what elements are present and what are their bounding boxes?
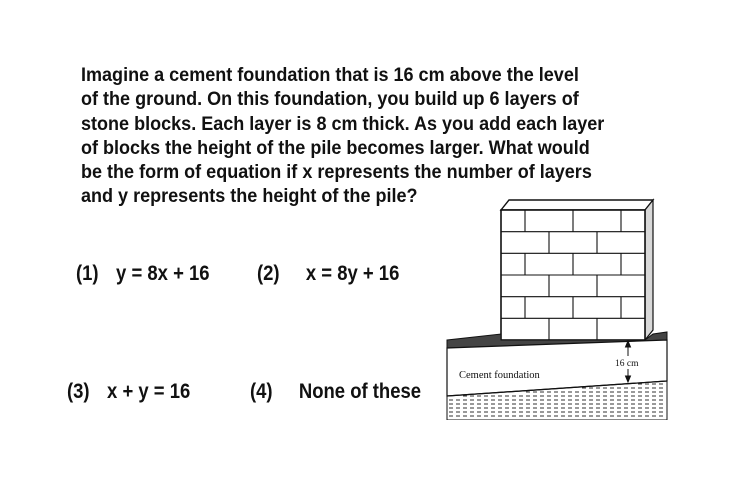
foundation-label: Cement foundation [459,370,540,381]
option-number: (2) [257,262,280,285]
option-number: (1) [76,262,99,285]
option-text: x + y = 16 [107,380,191,403]
height-label: 16 cm [615,359,639,369]
option-2[interactable] [257,262,399,286]
question-line: stone blocks. Each layer is 8 cm thick. As you add each layer [81,112,605,135]
option-4[interactable] [250,380,421,404]
question-line: of the ground. On this foundation, you build up 6 layers of [81,88,579,111]
question-line: Imagine a cement foundation that is 16 cm above the level [81,64,579,86]
question-line: and y represents the height of the pile? [81,185,418,208]
option-3[interactable] [67,380,190,404]
stack-top-face [501,200,653,210]
option-number: (4) [250,380,273,403]
option-number: (3) [67,380,90,403]
foundation-diagram [445,198,675,420]
option-1[interactable] [76,262,210,286]
question-line: of blocks the height of the pile becomes larger. What would [81,136,590,159]
stack-side-face [645,200,653,340]
option-text: x = 8y + 16 [305,262,400,285]
question-line: be the form of equation if x represents the number of layers [81,161,592,184]
option-text: y = 8x + 16 [116,262,210,285]
question-text [81,63,651,209]
option-text: None of these [298,380,422,403]
